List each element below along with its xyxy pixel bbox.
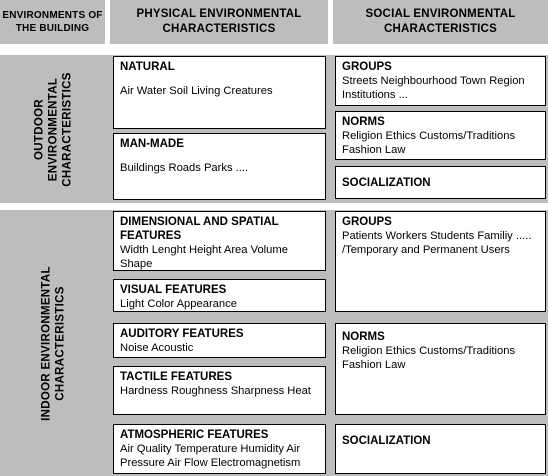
outdoor-norms-title: NORMS xyxy=(342,116,385,128)
indoor-norms-title: NORMS xyxy=(342,331,385,343)
manmade-box xyxy=(113,133,326,200)
natural-body: Air Water Soil Living Creatures xyxy=(120,85,273,97)
manmade-title: MAN-MADE xyxy=(120,138,184,150)
visual-box xyxy=(113,279,326,312)
indoor-socialization-box xyxy=(335,424,546,474)
auditory-title: AUDITORY FEATURES xyxy=(120,328,244,340)
indoor-norms-body: Religion Ethics Customs/Traditions Fashion Law xyxy=(342,345,516,371)
outdoor-groups-box xyxy=(335,56,546,106)
indoor-label: INDOOR ENVIRONMENTAL CHARACTERISTICS xyxy=(39,265,66,421)
tactile-title: TACTILE FEATURES xyxy=(120,371,233,383)
outdoor-norms-body: Religion Ethics Customs/Traditions Fashion Law xyxy=(342,130,516,156)
atmospheric-title: ATMOSPHERIC FEATURES xyxy=(120,429,269,441)
dimensional-body: Width Lenght Height Area Volume Shape xyxy=(120,244,288,270)
indoor-side xyxy=(0,210,105,476)
header-social xyxy=(333,0,548,44)
outdoor-socialization-box xyxy=(335,166,546,199)
visual-body: Light Color Appearance xyxy=(120,298,237,310)
atmospheric-body: Air Quality Temperature Humidity Air Pressure Air Flow Electromagnetism xyxy=(120,443,301,469)
manmade-body: Buildings Roads Parks .... xyxy=(120,162,249,174)
outdoor-groups-body: Streets Neighbourhood Town Region Institutions ... xyxy=(342,75,525,101)
outdoor-socialization-title: SOCIALIZATION xyxy=(342,176,431,189)
indoor-socialization-title: SOCIALIZATION xyxy=(342,435,431,447)
header-physical xyxy=(110,0,328,44)
auditory-body: Noise Acoustic xyxy=(120,342,194,354)
outdoor-norms-box xyxy=(335,111,546,160)
dimensional-box xyxy=(113,211,326,271)
indoor-groups-title: GROUPS xyxy=(342,216,392,228)
tactile-body: Hardness Roughness Sharpness Heat xyxy=(120,385,311,397)
auditory-box xyxy=(113,323,326,358)
outdoor-label: OUTDOOR ENVIRONMENTAL CHARACTERISTICS xyxy=(32,71,73,187)
header-environments-label: ENVIRONMENTS OF THE BUILDING xyxy=(2,10,103,34)
visual-title: VISUAL FEATURES xyxy=(120,284,227,296)
dimensional-title: DIMENSIONAL AND SPATIAL FEATURES xyxy=(120,216,279,242)
indoor-norms-box xyxy=(335,323,546,415)
natural-box xyxy=(113,56,326,129)
atmospheric-box xyxy=(113,424,326,474)
outdoor-groups-title: GROUPS xyxy=(342,61,392,73)
header-physical-label: PHYSICAL ENVIRONMENTAL CHARACTERISTICS xyxy=(136,8,302,35)
natural-title: NATURAL xyxy=(120,61,175,73)
outdoor-side xyxy=(0,55,105,203)
indoor-groups-box xyxy=(335,211,546,312)
indoor-groups-body-1: Patients Workers Students Familiy ..... xyxy=(342,230,532,242)
header-social-label: SOCIAL ENVIRONMENTAL CHARACTERISTICS xyxy=(365,8,516,35)
indoor-groups-body-2: /Temporary and Permanent Users xyxy=(342,244,510,256)
header-environments xyxy=(0,0,105,44)
tactile-box xyxy=(113,366,326,415)
